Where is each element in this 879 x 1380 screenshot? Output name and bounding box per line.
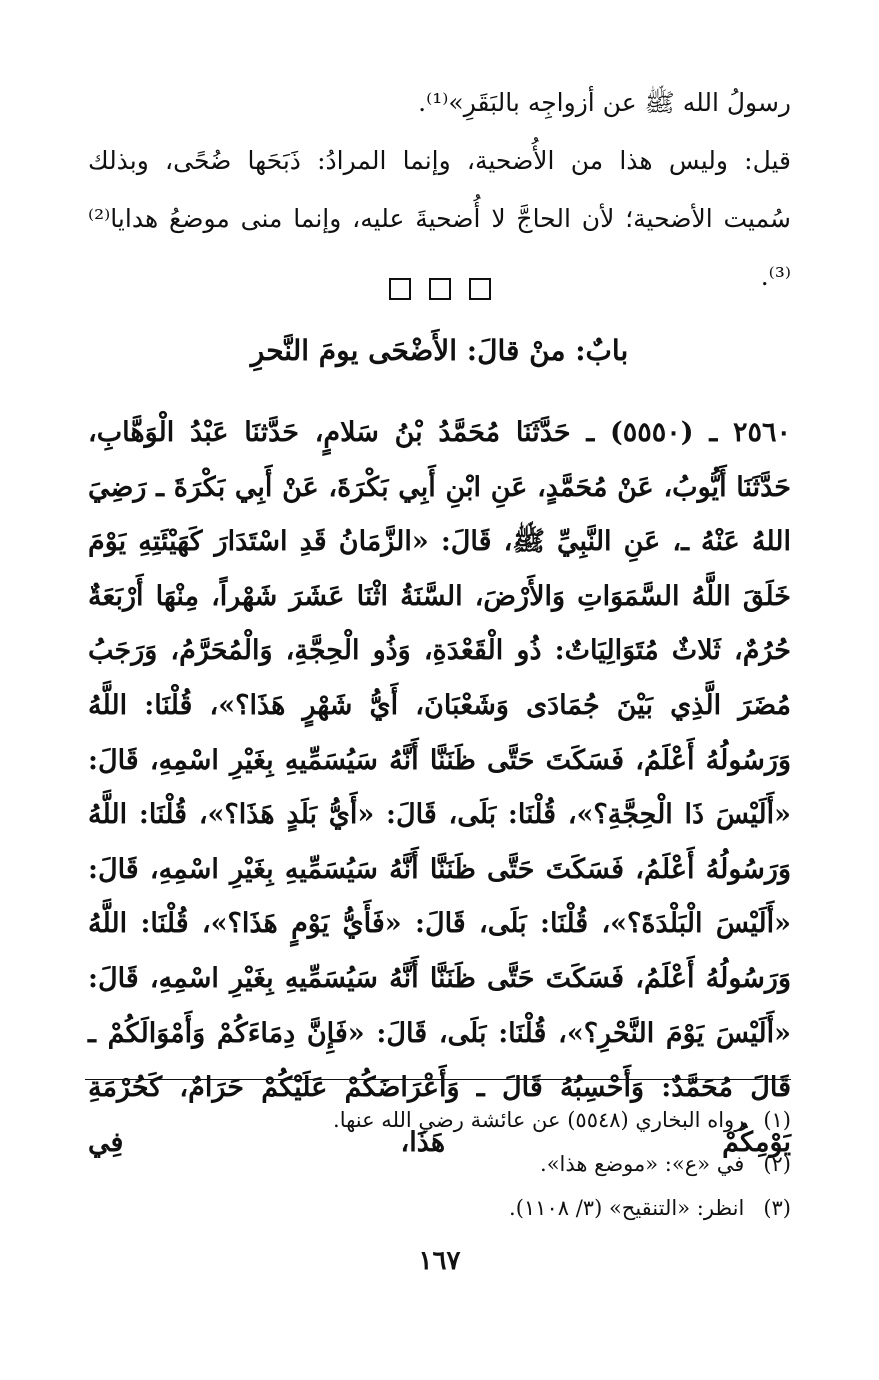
separator-square-icon — [389, 278, 411, 300]
footnote-text: في «ع»: «موضع هذا». — [540, 1152, 745, 1176]
hadith-text: ٢٥٦٠ ـ (٥٥٥٠) ـ حَدَّثَنَا مُحَمَّدُ بْنُ سَلامٍ، حَدَّثنَا عَبْدُ الْوَهَّابِ، حَدَّثَنَا أَيُّوبُ، عَنْ مُحَمَّدٍ، عَنِ ابْنِ أَبِي بَكْرَةَ، عَنْ أَبِي بَكْرَةَ ـ رَضِيَ اللهُ عَنْهُ ـ، عَنِ النَّبِيِّ ﷺ، قَالَ: «الزَّمَانُ قَدِ اسْتَدَارَ كَهَيْئَتِهِ يَوْمَ خَلَقَ اللَّهُ السَّمَوَاتِ وَالأَرْضَ، السَّنَةُ اثْنَا عَشَرَ شَهْراً، مِنْهَا أَرْبَعَةٌ حُرُمٌ، ثَلاثٌ مُتَوَالِيَاتٌ: ذُو الْقَعْدَةِ، وَذُو الْحِجَّةِ، وَالْمُحَرَّمُ، وَرَجَبُ مُضَرَ الَّذِي بَيْنَ جُمَادَى وَشَعْبَانَ، أَيُّ شَهْرٍ هَذَا؟»، قُلْنَا: اللَّهُ وَرَسُولُهُ أَعْلَمُ، فَسَكَتَ حَتَّى ظَنَنَّا أَنَّهُ سَيُسَمِّيهِ بِغَيْرِ اسْمِهِ، قَالَ: «أَلَيْسَ ذَا الْحِجَّةِ؟»، قُلْنَا: بَلَى، قَالَ: «أَيُّ بَلَدٍ هَذَا؟»، قُلْنَا: اللَّهُ وَرَسُولُهُ أَعْلَمُ، فَسَكَتَ حَتَّى ظَنَنَّا أَنَّهُ سَيُسَمِّيهِ بِغَيْرِ اسْمِهِ، قَالَ: «أَلَيْسَ الْبَلْدَةَ؟»، قُلْنَا: بَلَى، قَالَ: «فَأَيُّ يَوْمٍ هَذَا؟»، قُلْنَا: اللَّهُ وَرَسُولُهُ أَعْلَمُ، فَسَكَتَ حَتَّى ظَنَنَّا أَنَّهُ سَيُسَمِّيهِ بِغَيْرِ اسْمِهِ، قَالَ: «أَلَيْسَ يَوْمَ النَّحْرِ؟»، قُلْنَا: بَلَى، قَالَ: «فَإِنَّ دِمَاءَكُمْ وَأَمْوَالَكُمْ ـ قَالَ مُحَمَّدٌ: وَأَحْسِبُهُ قَالَ ـ وَأَعْرَاضَكُمْ عَلَيْكُمْ حَرَامٌ، كَحُرْمَةِ يَوْمِكُمْ هَذَا، فِي — [88, 417, 791, 1158]
page-number: ١٦٧ — [418, 1246, 461, 1276]
intro-text — [88, 74, 791, 306]
footnote-number: (١) — [763, 1108, 791, 1132]
chapter-title: منْ قالَ: الأَضْحَى يومَ النَّحرِ — [250, 334, 566, 367]
footnote-item — [88, 1142, 791, 1186]
chapter-heading — [0, 334, 879, 367]
footnotes — [88, 1098, 791, 1230]
intro-line-1: رسولُ الله ﷺ عن أزواجِه بالبَقَرِ»⁽¹⁾. — [418, 88, 791, 117]
section-separator — [0, 278, 879, 304]
chapter-label: بابٌ: — [575, 334, 629, 367]
footnote-item — [88, 1186, 791, 1230]
footnote-divider — [85, 1079, 791, 1080]
footnote-text: انظر: «التنقيح» (٣/ ١١٠٨). — [509, 1196, 745, 1220]
separator-square-icon — [429, 278, 451, 300]
separator-square-icon — [469, 278, 491, 300]
footnote-text: رواه البخاري (٥٥٤٨) عن عائشة رضي الله عنها. — [333, 1108, 745, 1132]
intro-paragraph-2: قيل: وليس هذا من الأُضحية، وإنما المرادُ: ذَبَحَها ضُحًى، وبذلك سُميت الأضحية؛ لأن الحاجَّ لا أُضحيةَ عليه، وإنما منى موضعُ هدايا⁽²⁾⁽³⁾. — [88, 146, 791, 291]
footnote-item — [88, 1098, 791, 1142]
footnote-number: (٢) — [763, 1152, 791, 1176]
footnote-number: (٣) — [763, 1196, 791, 1220]
hadith-text-block — [88, 406, 791, 1170]
